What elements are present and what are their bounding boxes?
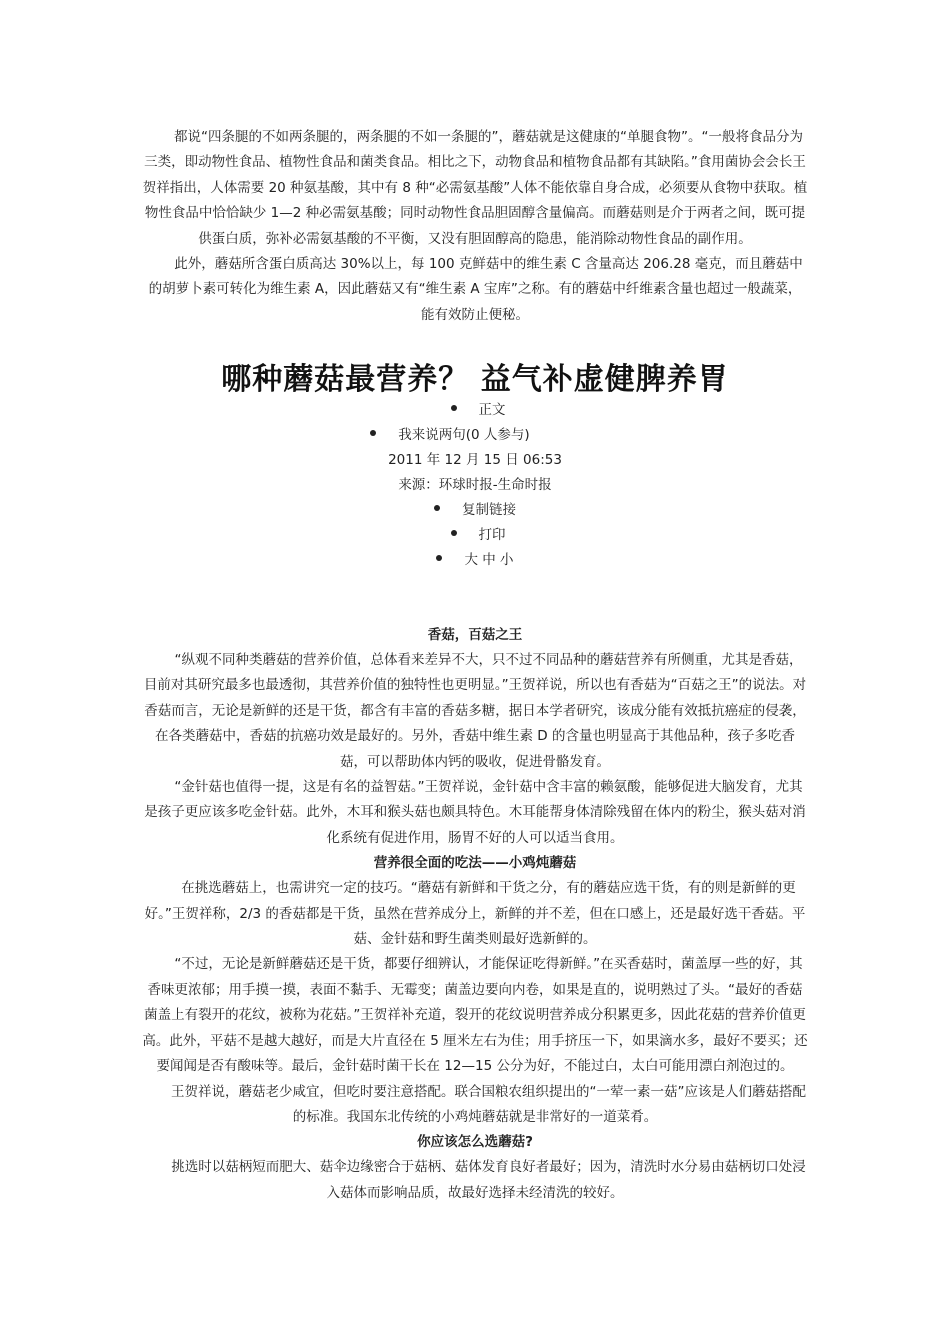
body-paragraph-6: 挑选时以菇柄短而肥大、菇伞边缘密合于菇柄、菇体发育良好者最好；因为，清洗时水分易由菇柄切口处浸入菇体而影响品质，故最好选择未经清洗的较好。: [171, 1159, 806, 1201]
section-heading-recipe: 营养很全面的吃法——小鸡炖蘑菇: [373, 855, 577, 872]
print-button[interactable]: 打印: [478, 527, 506, 543]
bullet-icon: [370, 430, 376, 436]
nav-text-link[interactable]: 正文: [478, 402, 506, 418]
body-paragraph-1: “纵观不同种类蘑菇的营养价值，总体看来差异不大，只不过不同品种的蘑菇营养有所侧重，尤其是香菇，目前对其研究最多也最透彻，其营养价值的独特性也更明显。”王贺祥说，所以也有香菇为“百菇之王”的说法。对香菇而言，无论是新鲜的还是干货，都含有丰富的香菇多糖，据日本学者研究，该成分能有效抵抗癌症的侵袭，在各类蘑菇中，香菇的抗癌功效是最好的。另外，香菇中维生素 D 的含量也明显高于其他品种，孩子多吃香菇，可以帮助体内钙的吸收，促进骨骼发育。: [143, 652, 807, 770]
bullet-icon: [434, 505, 440, 511]
article-body: [142, 623, 808, 1206]
nav-item-copy[interactable]: [0, 498, 950, 523]
intro-paragraph-1: 都说“四条腿的不如两条腿的，两条腿的不如一条腿的”，蘑菇就是这健康的“单腿食物”。“一般将食品分为三类，即动物性食品、植物性食品和菌类食品。相比之下，动物食品和植物食品都有其缺陷。”食用菌协会会长王贺祥指出，人体需要 20 种氨基酸，其中有 8 种“必需氨基酸”人体不能依靠自身合成，必须要从食物中获取。植物性食品中恰恰缺少 1—2 种必需氨基酸；同时动物性食品胆固醇含量偏高。而蘑菇则是介于两者之间，既可提供蛋白质，弥补必需氨基酸的不平衡，又没有胆固醇高的隐患，能消除动物性食品的副作用。: [142, 129, 808, 247]
nav-item-comment[interactable]: [0, 423, 950, 448]
section-heading-selection: 你应该怎么选蘑菇?: [417, 1134, 533, 1151]
article-title: 哪种蘑菇最营养？ 益气补虚健脾养胃: [221, 362, 729, 397]
font-size-controls[interactable]: 大 中 小: [464, 552, 514, 568]
body-paragraph-3: 在挑选蘑菇上，也需讲究一定的技巧。“蘑菇有新鲜和干货之分，有的蘑菇应选干货，有的则是新鲜的更好。”王贺祥称，2/3 的香菇都是干货，虽然在营养成分上，新鲜的并不差，但在口感上，还是最好选干香菇。平菇、金针菇和野生菌类则最好选新鲜的。: [144, 880, 806, 948]
bullet-icon: [436, 555, 442, 561]
bullet-icon: [451, 530, 457, 536]
publish-date: 2011 年 12 月 15 日 06:53: [388, 452, 562, 468]
bullet-icon: [451, 405, 457, 411]
section-heading-shiitake: 香菇，百菇之王: [427, 627, 523, 643]
nav-item-print[interactable]: [0, 523, 950, 548]
nav-item-text[interactable]: [0, 398, 950, 423]
nav-item-fontsize[interactable]: [0, 548, 950, 573]
body-paragraph-4: “不过，无论是新鲜蘑菇还是干货，都要仔细辨认，才能保证吃得新鲜。”在买香菇时，菌盖厚一些的好，其香味更浓郁；用手摸一摸，表面不黏手、无霉变；菌盖边要向内卷，如果是直的，说明熟过了头。“最好的香菇菌盖上有裂开的花纹，被称为花菇。”王贺祥补充道，裂开的花纹说明营养成分积累更多，因此花菇的营养价值更高。此外，平菇不是越大越好，而是大片直径在 5 厘米左右为佳；用手挤压一下，如果滴水多，最好不要买；还要闻闻是否有酸味等。最后，金针菇时菌干长在 12—15 公分为好，不能过白，太白可能用漂白剂泡过的。: [142, 956, 808, 1075]
comment-link[interactable]: 我来说两句(0 人参与): [398, 427, 530, 443]
intro-section: [142, 125, 808, 328]
body-paragraph-2: “金针菇也值得一提，这是有名的益智菇。”王贺祥说，金针菇中含丰富的赖氨酸，能够促进大脑发育，尤其是孩子更应该多吃金针菇。此外，木耳和猴头菇也颇具特色。木耳能帮身体清除残留在体内的粉尘，猴头菇对消化系统有促进作用，肠胃不好的人可以适当食用。: [144, 779, 806, 846]
copy-link-button[interactable]: 复制链接: [462, 502, 516, 518]
article-meta: [0, 398, 950, 573]
article-source: 来源：环球时报-生命时报: [398, 477, 552, 493]
intro-paragraph-2: 此外，蘑菇所含蛋白质高达 30%以上，每 100 克鲜菇中的维生素 C 含量高达 206.28 毫克，而且蘑菇中的胡萝卜素可转化为维生素 A，因此蘑菇又有“维生素 A 宝库”之称。有的蘑菇中纤维素含量也超过一般蔬菜，能有效防止便秘。: [148, 256, 803, 323]
body-paragraph-5: 王贺祥说，蘑菇老少咸宜，但吃时要注意搭配。联合国粮农组织提出的“一荤一素一菇”应该是人们蘑菇搭配的标准。我国东北传统的小鸡炖蘑菇就是非常好的一道菜肴。: [171, 1083, 806, 1125]
